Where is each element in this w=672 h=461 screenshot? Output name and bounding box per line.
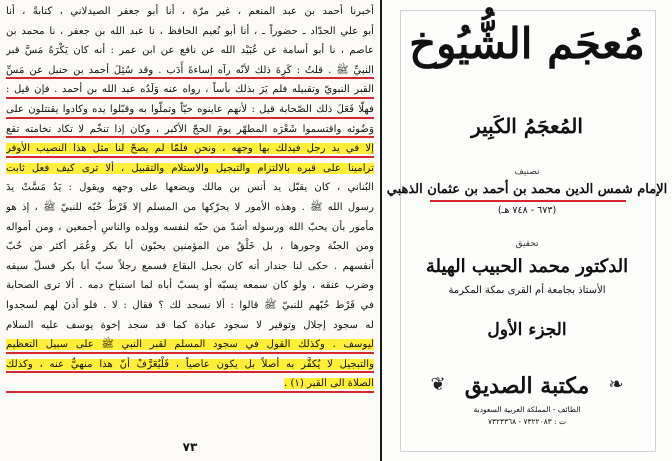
- text-line: [6, 159, 374, 179]
- line-text: وَضُوئه واقتسموا شَعْرَه المطهّر يومَ الحجّ الأكبر ، وكان إذا تنخّم لا تكاد نخامته تقع: [6, 123, 374, 135]
- line-text: أبو علي الحدّاد ـ حضوراً ـ ، أنا أبو نُعيم الحافظ ، نا عبد الله بن جعفر ، نا محمد بن: [6, 25, 374, 37]
- text-line: [6, 198, 374, 218]
- editor-description: الأستاذ بجامعة أم القرى بمكة المكرمة: [448, 285, 606, 296]
- text-line: [6, 355, 374, 375]
- line-text: وضرب عنقه ، ولو كان سمعه يسبّه أو يسبّ أباه لما استباح دمه . ألا ترى الصحابة: [6, 280, 374, 292]
- book-subtitle: المُعجَمُ الكَبِير: [471, 114, 583, 138]
- red-underline: [6, 371, 374, 373]
- text-line: [6, 316, 374, 336]
- line-text: أنفسهم . حكى لنا جندار أنه كان بجبل البقاع فسمع رجلاً سبّ أبا بكر فسلّ سيفه: [6, 260, 374, 272]
- red-underline: [6, 97, 374, 99]
- publisher-location: الطائف - المملكة العربية السعودية: [473, 405, 581, 414]
- author-name: الإمام شمس الدين محمد بن أحمد بن عثمان الذهبي: [386, 182, 668, 197]
- text-line: [6, 61, 374, 81]
- text-line: [6, 257, 374, 277]
- text-line: [6, 374, 374, 394]
- text-line: [6, 335, 374, 355]
- author-dates: (٦٧٣ - ٧٤٨ هـ): [497, 205, 557, 216]
- text-line: [6, 2, 374, 22]
- editor-name: الدكتور محمد الحبيب الهيلة: [425, 256, 629, 277]
- highlighted-text: ترامينا على قبره بالالتزام والتبجيل والاستلام والتقبيل ، ألا ترى كيف فعل ثابت: [6, 162, 374, 174]
- line-text: النبيِّ ﷺ . قلتُ : كَرِهَ ذلك لأنّه رآه إساءةَ أَدَب . وقد سُئِلَ أحمد بن حنبل عن مَسِّ: [6, 64, 374, 76]
- red-underline: [6, 391, 374, 393]
- line-text: رسول الله ﷺ . وهذه الأمور لا يحرّكها من المسلم إلا فَرْطُ حُبّه للنبيّ ﷺ ، إذ هو: [6, 201, 374, 213]
- text-line: [6, 237, 374, 257]
- line-text: عاصم ، نا أبو أسامة عن عُبَيْد الله عن نافع عن ابن عمر : أنه كان يَكْرَهُ مَسَّ قبر: [6, 45, 374, 57]
- line-text: البُناني ، كان يقبّل يد أنس بن مالك ويضعها على وجهه ويقول : يَدٌ مَسَّتْ يدَ: [6, 182, 374, 194]
- publisher-phone: ت : ٧٣٢٢٠٨٣ - ٧٣٢٣٣٦٨: [487, 417, 567, 426]
- ornament-icon: ❦: [430, 374, 446, 395]
- line-text: فهلّا فَعَلَ ذلك الصّحابة قيل : لأنهم عاينوه حيّاً وتملّوا به وقبّلوا يده وكادوا يقتتلون على: [6, 103, 374, 115]
- text-line: [6, 139, 374, 159]
- editor-label: تحقيق: [515, 239, 539, 249]
- text-line: [6, 276, 374, 296]
- arabic-text-block: [6, 2, 374, 394]
- publisher-name: مكتبة الصديق: [464, 373, 590, 399]
- volume-label: الجزء الأول: [487, 320, 567, 340]
- red-underline: [6, 156, 374, 158]
- highlighted-text: والتبجيل لا يُكفَّر به أصلاً بل يكون عاصياً ، فَلْيُعَرَّفْ أنّ هذا منهيٌّ عنه ، وكذلك: [6, 358, 374, 370]
- line-text: القبر النبويّ وتقبيله فلم يَرَ بذلك بأساً ، رواه عنه وَلَدُه عبد الله بن أحمد . فإن قيل :: [6, 84, 374, 96]
- highlighted-text: ليوسف . وكذلك القول في سجود المسلم لقبر النبي ﷺ على سبيل التعظيم: [6, 339, 374, 351]
- text-line: [6, 41, 374, 61]
- right-page-cover: [382, 0, 672, 461]
- text-line: [6, 218, 374, 238]
- red-underline: [6, 117, 374, 119]
- text-line: [6, 80, 374, 100]
- text-line: [6, 178, 374, 198]
- highlighted-text: الصلاة الى القبر (١) .: [283, 378, 374, 390]
- line-text: في فَرْط حُبّهم للنبيّ ﷺ قالوا : ألا نسجد لك ؟ فقال : لا . فلو أذنَ لهم لسجدوا: [6, 299, 374, 311]
- book-title: مُعجَم الشُّيُوخ: [409, 19, 645, 68]
- red-underline: [6, 77, 374, 79]
- author-underline: [430, 200, 626, 202]
- text-line: [6, 100, 374, 120]
- highlighted-text: إلا في يد رجل فيدلك بها وجهه ، ونحن فلمّا لم يصحّ لنا مثل هذا النصيب الأوفر: [6, 143, 374, 155]
- red-underline: [6, 136, 374, 138]
- text-line: [6, 120, 374, 140]
- line-text: له سجود إجلال وتوقير لا سجود عبادة كما قد سجد إخوة يوسف عليه السلام: [6, 319, 374, 331]
- line-text: أخبرنا أحمد بن عبد المنعم ، غير مرّة ، أنا أبو جعفر الصيدلاني ، كتابةً ، أنا: [6, 6, 374, 17]
- author-label: تصنيف: [514, 167, 540, 177]
- line-text: مأمور بأن يحبّ الله ورسوله أشدّ من حبّه لنفسه وولده والناسِ أجمعين ، ومن أمواله: [6, 221, 374, 233]
- text-line: [6, 22, 374, 42]
- page-number: ٧٣: [182, 440, 198, 454]
- ornament-icon: ❧: [608, 374, 624, 395]
- red-underline: [6, 352, 374, 354]
- text-line: [6, 296, 374, 316]
- line-text: ومن الجنّة وحورها ، بل خَلْقٌ من المؤمنين يحبّون أبا بكر وعُمَر أكثر من حُبّ: [6, 241, 374, 253]
